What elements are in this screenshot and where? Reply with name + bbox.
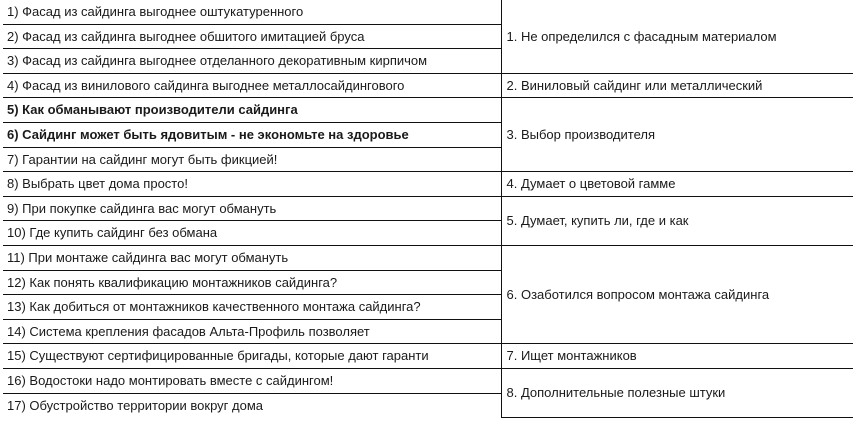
stage-cell: 8. Дополнительные полезные штуки (501, 368, 853, 417)
table-row (3, 344, 853, 369)
article-cell: 3) Фасад из сайдинга выгоднее отделанного декоративным кирпичом (3, 49, 501, 74)
content-map-table (3, 0, 853, 418)
article-cell: 9) При покупке сайдинга вас могут обмануть (3, 196, 501, 221)
article-cell: 10) Где купить сайдинг без обмана (3, 221, 501, 246)
table-body (3, 0, 853, 417)
article-cell: 8) Выбрать цвет дома просто! (3, 172, 501, 197)
article-cell: 15) Существуют сертифицированные бригады, которые дают гаранти (3, 344, 501, 369)
article-cell: 5) Как обманывают производители сайдинга (3, 98, 501, 123)
article-cell: 17) Обустройство территории вокруг дома (3, 393, 501, 417)
article-cell: 11) При монтаже сайдинга вас могут обмануть (3, 245, 501, 270)
stage-cell: 3. Выбор производителя (501, 98, 853, 172)
article-cell: 2) Фасад из сайдинга выгоднее обшитого имитацией бруса (3, 24, 501, 49)
table-row (3, 98, 853, 123)
table-row (3, 172, 853, 197)
table-row (3, 0, 853, 24)
stage-cell: 6. Озаботился вопросом монтажа сайдинга (501, 245, 853, 343)
article-cell: 4) Фасад из винилового сайдинга выгоднее металлосайдингового (3, 73, 501, 98)
content-map (3, 0, 853, 424)
stage-cell: 2. Виниловый сайдинг или металлический (501, 73, 853, 98)
stage-cell: 5. Думает, купить ли, где и как (501, 196, 853, 245)
article-cell: 12) Как понять квалификацию монтажников сайдинга? (3, 270, 501, 295)
article-cell: 1) Фасад из сайдинга выгоднее оштукатуренного (3, 0, 501, 24)
stage-cell: 4. Думает о цветовой гамме (501, 172, 853, 197)
article-cell: 16) Водостоки надо монтировать вместе с сайдингом! (3, 368, 501, 393)
stage-cell: 7. Ищет монтажников (501, 344, 853, 369)
stage-cell: 1. Не определился с фасадным материалом (501, 0, 853, 73)
article-cell: 7) Гарантии на сайдинг могут быть фикцией! (3, 147, 501, 172)
table-row (3, 245, 853, 270)
article-cell: 13) Как добиться от монтажников качественного монтажа сайдинга? (3, 295, 501, 320)
article-cell: 14) Система крепления фасадов Альта-Профиль позволяет (3, 319, 501, 344)
table-row (3, 368, 853, 393)
article-cell: 6) Сайдинг может быть ядовитым - не экономьте на здоровье (3, 122, 501, 147)
table-row (3, 73, 853, 98)
table-row (3, 196, 853, 221)
